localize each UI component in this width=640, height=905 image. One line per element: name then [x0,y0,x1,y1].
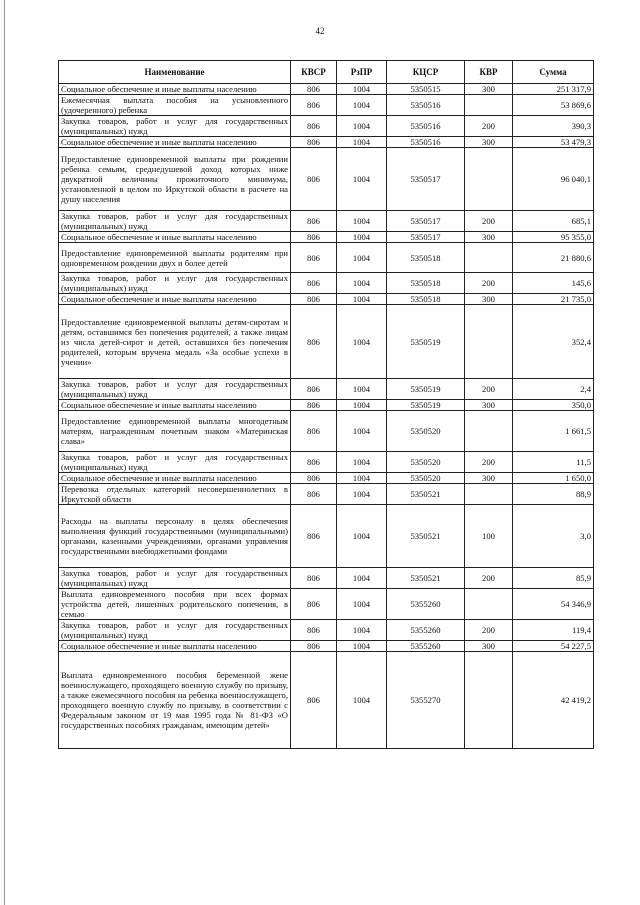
row-kvr: 300 [465,400,513,411]
row-sum: 119,4 [513,620,594,641]
row-kvsr: 806 [291,641,337,652]
row-name: Выплата единовременного пособия беременной жене военнослужащего, проходящего военную службу по призыву, а также ежемесячного пособия на ребенка военнослужащего, проходящего военную службу по призыву, в соответствии с Федеральным законом от 19 мая 1995 года № 81-ФЗ «О государственных пособиях гражданам, имеющим детей» [59,652,291,749]
row-kvsr: 806 [291,95,337,116]
row-kvr [465,305,513,379]
row-sum: 21 735,0 [513,294,594,305]
row-kvr: 200 [465,273,513,294]
row-sum: 685,1 [513,211,594,232]
row-rzpr: 1004 [337,116,387,137]
row-kcsr: 5350520 [387,452,465,473]
row-rzpr: 1004 [337,589,387,620]
row-kvsr: 806 [291,379,337,400]
row-sum: 95 355,0 [513,232,594,243]
row-sum: 1 650,0 [513,473,594,484]
row-kcsr: 5350520 [387,411,465,452]
row-kvsr: 806 [291,148,337,211]
row-rzpr: 1004 [337,411,387,452]
row-kvsr: 806 [291,294,337,305]
table-row [59,400,594,411]
table-row [59,294,594,305]
row-rzpr: 1004 [337,400,387,411]
table-row [59,568,594,589]
table-row [59,589,594,620]
header-name: Наименование [59,61,291,84]
table-row [59,641,594,652]
header-kvsr: КВСР [291,61,337,84]
row-kvr [465,652,513,749]
row-kvsr: 806 [291,568,337,589]
table-row [59,116,594,137]
row-kvsr: 806 [291,243,337,273]
row-kvr: 100 [465,505,513,568]
row-kvsr: 806 [291,400,337,411]
row-rzpr: 1004 [337,294,387,305]
scan-edge-line [4,0,5,905]
table-row [59,484,594,505]
row-kcsr: 5350518 [387,294,465,305]
table-row [59,232,594,243]
row-name: Закупка товаров, работ и услуг для государственных (муниципальных) нужд [59,568,291,589]
row-name: Социальное обеспечение и иные выплаты населению [59,84,291,95]
row-kvsr: 806 [291,473,337,484]
row-sum: 2,4 [513,379,594,400]
row-kvsr: 806 [291,652,337,749]
row-name: Закупка товаров, работ и услуг для государственных (муниципальных) нужд [59,452,291,473]
row-kcsr: 5355270 [387,652,465,749]
row-name: Социальное обеспечение и иные выплаты населению [59,294,291,305]
row-name: Расходы на выплаты персоналу в целях обеспечения выполнения функций государственными (муниципальными) органами, казенными учреждениями, органами управления государственными внебюджетными фондами [59,505,291,568]
row-sum: 390,3 [513,116,594,137]
row-rzpr: 1004 [337,641,387,652]
row-sum: 53 869,6 [513,95,594,116]
row-name: Социальное обеспечение и иные выплаты населению [59,473,291,484]
row-name: Закупка товаров, работ и услуг для государственных (муниципальных) нужд [59,211,291,232]
row-name: Перевозка отдельных категорий несовершеннолетних в Иркутской области [59,484,291,505]
row-name: Ежемесячная выплата пособия на усыновленного (удочеренного) ребенка [59,95,291,116]
row-kvr: 300 [465,137,513,148]
row-name: Предоставление единовременной выплаты детям-сиротам и детям, оставшимся без попечения родителей, а также лицам из числа детей-сирот и детей, оставшихся без попечения родителей, которым вручена медаль «За особые успехи в учении» [59,305,291,379]
row-rzpr: 1004 [337,620,387,641]
row-kvr: 200 [465,620,513,641]
row-rzpr: 1004 [337,232,387,243]
row-sum: 54 346,9 [513,589,594,620]
row-kcsr: 5350519 [387,400,465,411]
row-kcsr: 5350521 [387,505,465,568]
row-name: Закупка товаров, работ и услуг для государственных (муниципальных) нужд [59,273,291,294]
row-kcsr: 5350517 [387,232,465,243]
table-row [59,273,594,294]
row-kvr [465,589,513,620]
row-sum: 350,0 [513,400,594,411]
row-kvsr: 806 [291,84,337,95]
budget-table [58,60,594,749]
table-row [59,305,594,379]
table-row [59,243,594,273]
row-sum: 96 040,1 [513,148,594,211]
row-kcsr: 5350517 [387,148,465,211]
row-kvr [465,243,513,273]
table-row [59,95,594,116]
row-kvr [465,148,513,211]
row-kvsr: 806 [291,620,337,641]
row-sum: 21 880,6 [513,243,594,273]
row-kvr: 200 [465,452,513,473]
row-name: Предоставление единовременной выплаты при рождении ребенка семьям, среднедушевой доход которых ниже двукратной величины прожиточного минимума, установленной в целом по Иркутской области в расчете на душу населения [59,148,291,211]
row-kvsr: 806 [291,137,337,148]
row-sum: 3,0 [513,505,594,568]
row-kcsr: 5350519 [387,379,465,400]
row-name: Выплата единовременного пособия при всех формах устройства детей, лишенных родительского попечения, в семью [59,589,291,620]
row-name: Предоставление единовременной выплаты родителям при одновременном рождении двух и более детей [59,243,291,273]
row-kvsr: 806 [291,505,337,568]
row-kcsr: 5355260 [387,589,465,620]
row-kcsr: 5350518 [387,273,465,294]
row-kcsr: 5350521 [387,484,465,505]
row-kcsr: 5350516 [387,137,465,148]
row-name: Социальное обеспечение и иные выплаты населению [59,137,291,148]
row-sum: 251 317,9 [513,84,594,95]
row-sum: 145,6 [513,273,594,294]
row-kcsr: 5350516 [387,116,465,137]
row-kcsr: 5350517 [387,211,465,232]
table-row [59,84,594,95]
header-sum: Сумма [513,61,594,84]
table-row [59,137,594,148]
row-kvr: 200 [465,211,513,232]
header-kvr: КВР [465,61,513,84]
row-rzpr: 1004 [337,95,387,116]
row-kcsr: 5350515 [387,84,465,95]
table-row [59,473,594,484]
row-name: Предоставление единовременной выплаты многодетным матерям, награжденным почетным знаком «Материнская слава» [59,411,291,452]
row-kvsr: 806 [291,452,337,473]
row-kvsr: 806 [291,411,337,452]
table-row [59,452,594,473]
row-rzpr: 1004 [337,243,387,273]
row-rzpr: 1004 [337,568,387,589]
row-kvr: 200 [465,116,513,137]
row-rzpr: 1004 [337,379,387,400]
row-rzpr: 1004 [337,84,387,95]
row-name: Социальное обеспечение и иные выплаты населению [59,232,291,243]
header-kcsr: КЦСР [387,61,465,84]
row-sum: 11,5 [513,452,594,473]
row-kvsr: 806 [291,589,337,620]
row-kvsr: 806 [291,211,337,232]
table-row [59,379,594,400]
table-header-row [59,61,594,84]
row-rzpr: 1004 [337,505,387,568]
row-kcsr: 5350521 [387,568,465,589]
row-kvr: 200 [465,568,513,589]
row-kcsr: 5355260 [387,641,465,652]
row-kvr [465,411,513,452]
row-rzpr: 1004 [337,473,387,484]
row-sum: 88,9 [513,484,594,505]
table-row [59,505,594,568]
row-kvr: 200 [465,379,513,400]
row-sum: 42 419,2 [513,652,594,749]
row-rzpr: 1004 [337,652,387,749]
row-kvr: 300 [465,84,513,95]
row-kvsr: 806 [291,116,337,137]
row-kcsr: 5350518 [387,243,465,273]
row-rzpr: 1004 [337,305,387,379]
table-row [59,620,594,641]
row-kvr [465,95,513,116]
row-name: Социальное обеспечение и иные выплаты населению [59,641,291,652]
row-kvr: 300 [465,232,513,243]
row-kcsr: 5355260 [387,620,465,641]
table-row [59,652,594,749]
row-kvsr: 806 [291,273,337,294]
row-rzpr: 1004 [337,137,387,148]
row-rzpr: 1004 [337,484,387,505]
row-name: Закупка товаров, работ и услуг для государственных (муниципальных) нужд [59,379,291,400]
row-rzpr: 1004 [337,452,387,473]
row-kvsr: 806 [291,232,337,243]
row-sum: 53 479,3 [513,137,594,148]
row-kcsr: 5350519 [387,305,465,379]
row-sum: 1 661,5 [513,411,594,452]
row-kvsr: 806 [291,305,337,379]
row-rzpr: 1004 [337,211,387,232]
row-name: Закупка товаров, работ и услуг для государственных (муниципальных) нужд [59,620,291,641]
row-name: Закупка товаров, работ и услуг для государственных (муниципальных) нужд [59,116,291,137]
row-kvr: 300 [465,294,513,305]
row-kvr [465,484,513,505]
row-sum: 85,9 [513,568,594,589]
row-rzpr: 1004 [337,148,387,211]
row-rzpr: 1004 [337,273,387,294]
row-kvr: 300 [465,641,513,652]
table-row [59,411,594,452]
row-kcsr: 5350520 [387,473,465,484]
header-rzpr: РзПР [337,61,387,84]
table-row [59,148,594,211]
row-sum: 54 227,5 [513,641,594,652]
table-row [59,211,594,232]
row-name: Социальное обеспечение и иные выплаты населению [59,400,291,411]
page-number: 42 [315,26,325,36]
row-kvr: 300 [465,473,513,484]
row-kcsr: 5350516 [387,95,465,116]
row-kvsr: 806 [291,484,337,505]
row-sum: 352,4 [513,305,594,379]
